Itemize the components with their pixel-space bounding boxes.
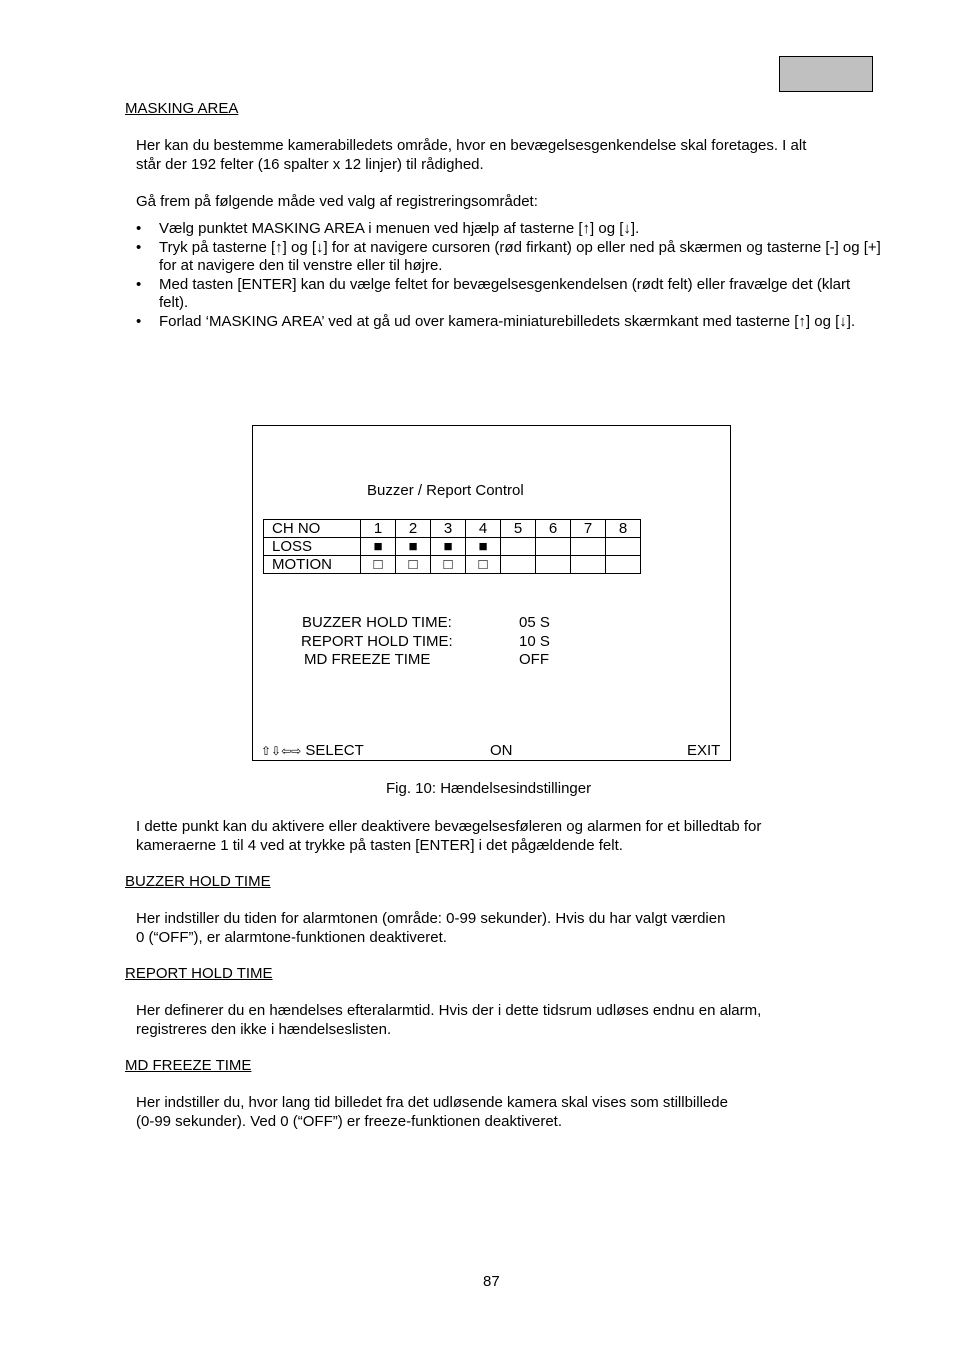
- list-item: • Med tasten [ENTER] kan du vælge feltet for bevægelsesgenkendelsen (rødt felt) eller fravælge det (klart felt).: [136, 276, 881, 313]
- list-item: • Vælg punktet MASKING AREA i menuen ved hjælp af tasterne [↑] og [↓].: [136, 220, 881, 239]
- motion-cell[interactable]: □: [361, 556, 396, 574]
- channel-number: 1: [361, 520, 396, 538]
- motion-cell[interactable]: □: [396, 556, 431, 574]
- md-freeze-time-body: Her indstiller du, hvor lang tid billedet fra det udløsende kamera skal vises som stillbillede (0-99 sekunder). Ved 0 (“OFF”) er freeze-funktionen deaktiveret.: [136, 1094, 728, 1130]
- motion-cell[interactable]: [571, 556, 606, 574]
- loss-cell[interactable]: [536, 538, 571, 556]
- channel-table: [263, 519, 641, 574]
- buzzer-hold-time-value[interactable]: 05 S: [519, 614, 550, 631]
- channel-number: 4: [466, 520, 501, 538]
- osd-screen-figure: [252, 425, 731, 761]
- motion-cell[interactable]: [606, 556, 641, 574]
- motion-cell[interactable]: □: [466, 556, 501, 574]
- report-hold-time-heading: REPORT HOLD TIME: [125, 965, 273, 982]
- motion-label: MOTION: [264, 556, 361, 574]
- loss-cell[interactable]: [571, 538, 606, 556]
- md-freeze-time-label: MD FREEZE TIME: [304, 651, 431, 668]
- md-freeze-time-value[interactable]: OFF: [519, 651, 549, 668]
- loss-cell[interactable]: [606, 538, 641, 556]
- osd-footer-on: ON: [490, 742, 513, 759]
- motion-cell[interactable]: [536, 556, 571, 574]
- table-row: [264, 520, 641, 538]
- osd-title: Buzzer / Report Control: [367, 482, 524, 499]
- ch-no-label: CH NO: [264, 520, 361, 538]
- channel-number: 8: [606, 520, 641, 538]
- masking-area-intro: Her kan du bestemme kamerabilledets område, hvor en bevægelsesgenkendelse skal foretages. I alt står der 192 felter (16 spalter x 12 linjer) til rådighed.: [136, 137, 807, 173]
- loss-cell[interactable]: ■: [396, 538, 431, 556]
- buzzer-hold-time-heading: BUZZER HOLD TIME: [125, 873, 271, 890]
- table-row: [264, 538, 641, 556]
- after-figure-paragraph: I dette punkt kan du aktivere eller deaktivere bevægelsesføleren og alarmen for et billedtab for kameraerne 1 til 4 ved at trykke på tasten [ENTER] i det pågældende felt.: [136, 818, 762, 854]
- select-label: SELECT: [305, 742, 364, 759]
- md-freeze-time-heading: MD FREEZE TIME: [125, 1057, 252, 1074]
- channel-number: 3: [431, 520, 466, 538]
- figure-caption: Fig. 10: Hændelsesindstillinger: [386, 780, 592, 797]
- report-hold-time-body: Her definerer du en hændelses efteralarmtid. Hvis der i dette tidsrum udløses endnu en alarm, registreres den ikke i hændelseslisten.: [136, 1002, 762, 1038]
- loss-label: LOSS: [264, 538, 361, 556]
- list-item: • Forlad ‘MASKING AREA’ ved at gå ud over kamera-miniaturebilledets skærmkant med tasterne [↑] og [↓].: [136, 313, 881, 332]
- channel-number: 7: [571, 520, 606, 538]
- masking-steps-list: [136, 220, 881, 331]
- buzzer-hold-time-label: BUZZER HOLD TIME:: [302, 614, 452, 631]
- motion-cell[interactable]: [501, 556, 536, 574]
- channel-number: 6: [536, 520, 571, 538]
- channel-number: 5: [501, 520, 536, 538]
- loss-cell[interactable]: ■: [466, 538, 501, 556]
- loss-cell[interactable]: ■: [431, 538, 466, 556]
- osd-footer-select: [261, 742, 364, 761]
- masking-steps-intro: Gå frem på følgende måde ved valg af registreringsområdet:: [136, 193, 538, 210]
- buzzer-hold-time-body: Her indstiller du tiden for alarmtonen (område: 0-99 sekunder). Hvis du har valgt værdien 0 (“OFF”), er alarmtone-funktionen deaktiveret.: [136, 910, 726, 946]
- osd-footer-exit: EXIT: [687, 742, 721, 759]
- header-gray-box: [779, 56, 873, 92]
- list-item: • Tryk på tasterne [↑] og [↓] for at navigere cursoren (rød firkant) op eller ned på skærmen og tasterne [-] og [+] for at navigere den til venstre eller til højre.: [136, 239, 881, 276]
- navigation-arrows-icon: ⇧⇩⇦⇨: [261, 744, 302, 758]
- loss-cell[interactable]: [501, 538, 536, 556]
- motion-cell[interactable]: □: [431, 556, 466, 574]
- page-number: 87: [483, 1273, 500, 1290]
- report-hold-time-value[interactable]: 10 S: [519, 633, 550, 650]
- masking-area-heading: MASKING AREA: [125, 100, 239, 117]
- table-row: [264, 556, 641, 574]
- channel-number: 2: [396, 520, 431, 538]
- loss-cell[interactable]: ■: [361, 538, 396, 556]
- report-hold-time-label: REPORT HOLD TIME:: [301, 633, 453, 650]
